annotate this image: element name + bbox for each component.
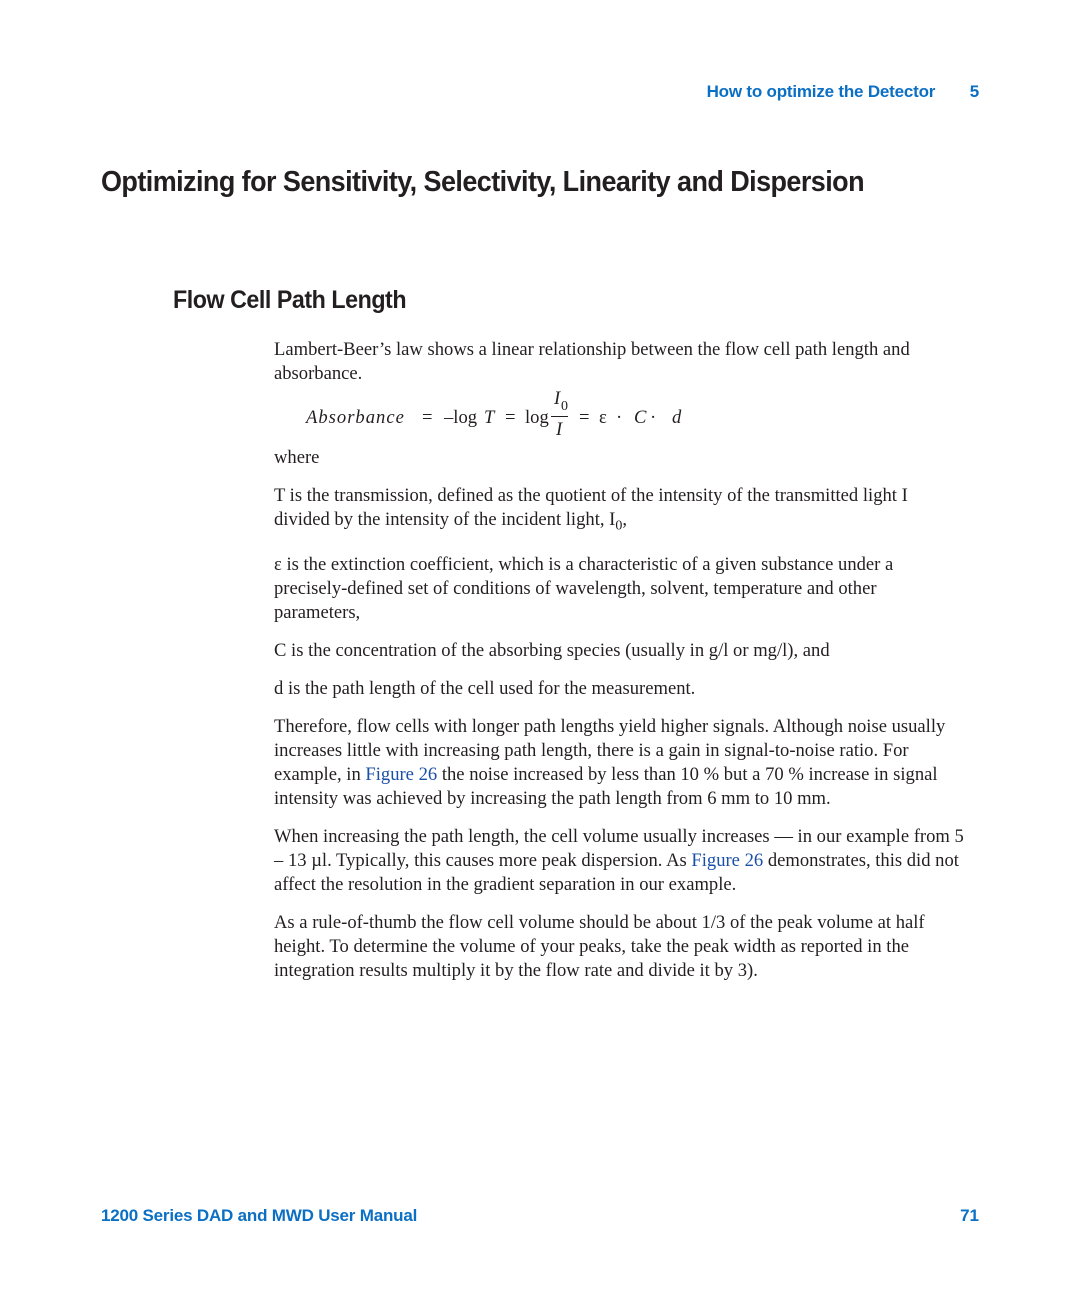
therefore-paragraph [274,715,964,811]
definition-epsilon: ε is the extinction coefficient, which is a characteristic of a given substance under a precisely-defined set of conditions of wavelength, solvent, temperature and other parameters, [274,553,894,623]
section-title: Flow Cell Path Length [173,286,407,314]
equation-neg-log: –log [444,407,478,428]
definition-d: d is the path length of the cell used for the measurement. [274,677,696,699]
where-label: where [274,447,320,468]
equation-fraction-bar [551,416,568,417]
equation-T: T [484,407,495,428]
equation-numerator-subscript: 0 [561,399,568,414]
intro-paragraph: Lambert-Beer’s law shows a linear relationship between the flow cell path length and absorbance. [274,339,910,384]
equation-equals-2: = [505,407,516,428]
definition-T-end: , [622,509,627,530]
lambert-beer-equation [274,390,964,442]
therefore-text-before: Therefore, flow cells with longer path lengths yield higher signals. Although noise usually increases little with increasing path length, there is a gain in signal-to-noise ratio. For example, in [274,715,946,785]
volume-text-after: demonstrates, this did not affect the resolution in the gradient separation in our example. [274,849,959,895]
figure-26-link[interactable]: Figure 26 [365,763,438,785]
footer-manual-title: 1200 Series DAD and MWD User Manual [101,1206,418,1225]
equation-denominator-I: I [556,419,563,440]
footer-page-number: 71 [960,1206,979,1225]
definition-T-text: T is the transmission, defined as the quotient of the intensity of the transmitted light I divided by the intensity of the incident light, I [274,485,908,530]
running-header [707,82,979,102]
equation-equals-3: = [579,407,590,428]
equation-dot-2: · [650,407,657,428]
running-header-chapter-number: 5 [969,82,979,101]
equation-dot-1: · [616,407,623,428]
definition-C: C is the concentration of the absorbing species (usually in g/l or mg/l), and [274,639,830,661]
chapter-title: Optimizing for Sensitivity, Selectivity, Linearity and Dispersion [101,166,865,198]
volume-paragraph [274,825,964,897]
definition-T [274,484,964,539]
equation-C: C [634,407,647,428]
equation-d: d [672,407,682,428]
running-header-chapter-title: How to optimize the Detector [706,82,936,101]
rule-of-thumb-paragraph: As a rule-of-thumb the flow cell volume should be about 1/3 of the peak volume at half height. To determine the volume of your peaks, take the peak width as reported in the integration results multiply it by the flow rate and divide it by 3). [274,911,925,981]
volume-text-before: When increasing the path length, the cell volume usually increases — in our example from 5 – 13 µl. Typically, this causes more peak dispersion. As [274,825,964,871]
equation-epsilon: ε [599,407,607,428]
therefore-text-after: the noise increased by less than 10 % but a 70 % increase in signal intensity was achieved by increasing the path length from 6 mm to 10 mm. [274,763,938,809]
equation-numerator-I: I [554,388,561,409]
equation-log: log [525,407,549,428]
definition-T-subscript: 0 [615,518,623,534]
figure-26-link[interactable]: Figure 26 [691,849,764,871]
body-text [274,338,964,997]
equation-equals-1: = [422,407,433,428]
equation-absorbance: Absorbance [306,407,405,428]
